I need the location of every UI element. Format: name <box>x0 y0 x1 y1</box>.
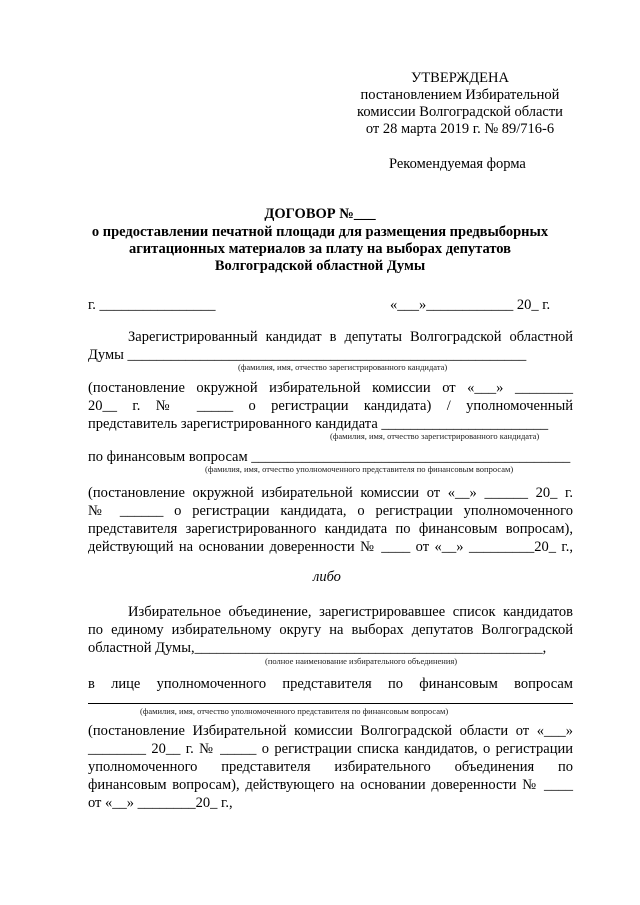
recommended-form-label: Рекомендуемая форма <box>389 156 526 172</box>
city-field: г. ________________ <box>88 297 216 313</box>
party-line-8: финансовым вопросам), действующего на основании доверенности № ____ <box>88 777 573 793</box>
contract-subtitle-1: о предоставлении печатной площади для размещения предвыборных <box>91 224 549 240</box>
party-line-6: ________ 20__ г. № _____ о регистрации списка кандидатов, о регистрации <box>88 741 573 757</box>
candidate-line-1: Зарегистрированный кандидат в депутаты Волгоградской областной <box>128 329 573 345</box>
party-rep-blank-line <box>88 703 573 704</box>
candidate-line-7: (постановление окружной избирательной комиссии от «__» ______ 20_ г. <box>88 485 573 501</box>
candidate-line-5: представитель зарегистрированного кандидата _______________________ <box>88 416 549 432</box>
contract-title: ДОГОВОР №___ <box>264 206 376 222</box>
party-line-1: Избирательное объединение, зарегистрировавшее список кандидатов <box>128 604 573 620</box>
party-line-2: по единому избирательному округу на выборах депутатов Волгоградской <box>88 622 573 638</box>
contract-subtitle-3: Волгоградской областной Думы <box>214 258 426 274</box>
approval-line-3: от 28 марта 2019 г. № 89/716-6 <box>365 121 555 137</box>
candidate-line-4: 20__ г. № _____ о регистрации кандидата) / уполномоченный <box>88 398 573 414</box>
approval-heading: УТВЕРЖДЕНА <box>411 70 509 86</box>
caption-party-rep: (фамилия, имя, отчество уполномоченного представителя по финансовым вопросам) <box>140 706 449 716</box>
caption-finance-rep: (фамилия, имя, отчество уполномоченного представителя по финансовым вопросам) <box>205 464 514 474</box>
candidate-line-8: № ______ о регистрации кандидата, о регистрации уполномоченного <box>88 503 573 519</box>
party-line-7: уполномоченного представителя избирательного объединения по <box>88 759 573 775</box>
party-line-4: в лице уполномоченного представителя по финансовым вопросам <box>88 676 573 692</box>
caption-party-name: (полное наименование избирательного объединения) <box>265 656 458 666</box>
contract-subtitle-2: агитационных материалов за плату на выборах депутатов <box>128 241 512 257</box>
caption-candidate-name: (фамилия, имя, отчество зарегистрированного кандидата) <box>238 362 448 372</box>
candidate-line-3: (постановление окружной избирательной комиссии от «___» ________ <box>88 380 573 396</box>
candidate-line-10: действующий на основании доверенности № ____ от «__» _________20_ г., <box>88 539 573 555</box>
date-field: «___»____________ 20_ г. <box>390 297 551 313</box>
candidate-line-2: Думы _______________________________________________________ <box>88 347 527 363</box>
candidate-line-9: представителя зарегистрированного кандидата по финансовым вопросам), <box>88 521 573 537</box>
or-separator: либо <box>313 569 341 585</box>
approval-line-1: постановлением Избирательной <box>360 87 560 103</box>
party-line-3: областной Думы,________________________________________________, <box>88 640 547 656</box>
candidate-line-6: по финансовым вопросам ____________________________________________ <box>88 449 571 465</box>
approval-line-2: комиссии Волгоградской области <box>357 104 563 120</box>
caption-candidate-name-2: (фамилия, имя, отчество зарегистрированного кандидата) <box>330 431 540 441</box>
party-line-9: от «__» ________20_ г., <box>88 795 233 811</box>
party-line-5: (постановление Избирательной комиссии Волгоградской области от «___» <box>88 723 573 739</box>
